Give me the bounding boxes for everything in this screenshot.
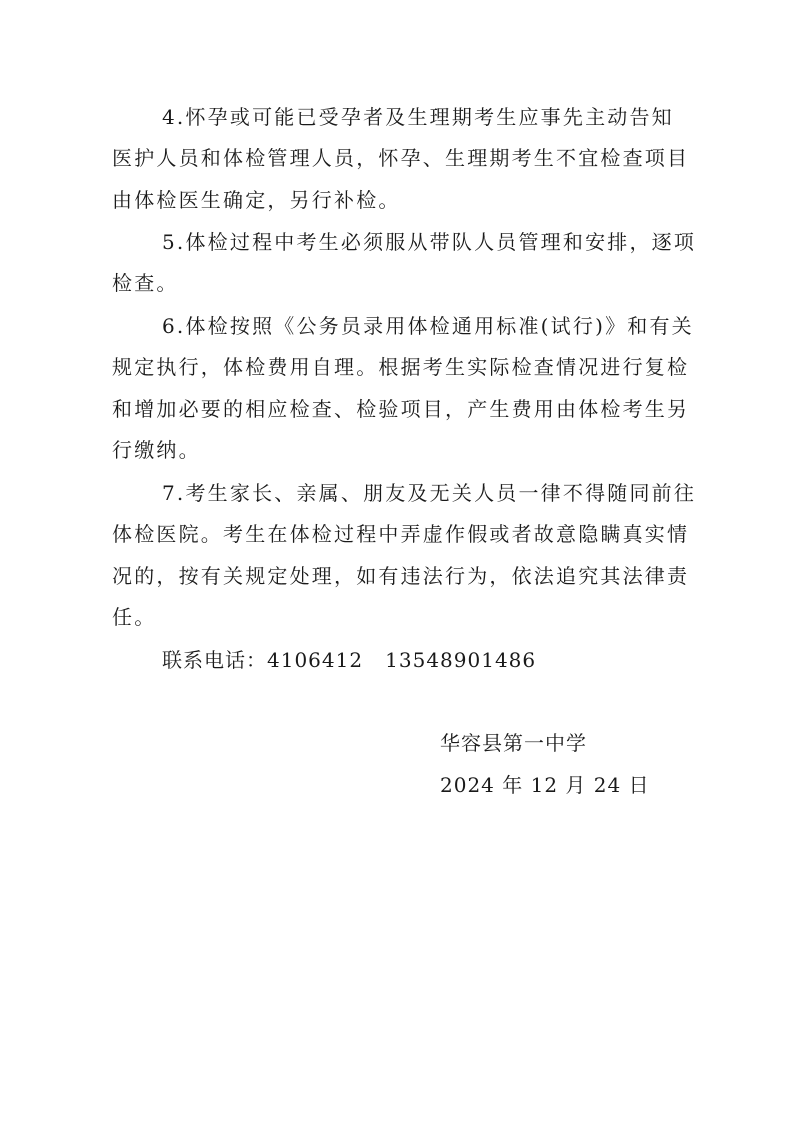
paragraph-4-line-3: 由体检医生确定，另行补检。	[112, 188, 401, 212]
paragraph-7-line-3: 况的，按有关规定处理，如有违法行为，依法追究其法律责	[112, 564, 690, 588]
signature-organization: 华容县第一中学	[440, 731, 587, 755]
signature-date: 2024 年 12 月 24 日	[440, 773, 650, 797]
paragraph-6-line-4: 行缴纳。	[112, 438, 201, 462]
paragraph-7-line-2: 体检医院。考生在体检过程中弄虚作假或者故意隐瞒真实情	[112, 522, 690, 546]
paragraph-5-line-2: 检查。	[112, 271, 179, 295]
contact-phone: 联系电话：4106412 13548901486	[162, 648, 537, 672]
paragraph-4-line-1: 4.怀孕或可能已受孕者及生理期考生应事先主动告知	[162, 105, 674, 129]
paragraph-7-line-4: 任。	[112, 605, 157, 629]
paragraph-6-line-1: 6.体检按照《公务员录用体检通用标准(试行)》和有关	[162, 314, 694, 338]
paragraph-6-line-3: 和增加必要的相应检查、检验项目，产生费用由体检考生另	[112, 397, 690, 421]
paragraph-7-line-1: 7.考生家长、亲属、朋友及无关人员一律不得随同前往	[162, 481, 697, 505]
paragraph-4-line-2: 医护人员和体检管理人员，怀孕、生理期考生不宜检查项目	[112, 146, 690, 170]
paragraph-5-line-1: 5.体检过程中考生必须服从带队人员管理和安排，逐项	[162, 230, 697, 254]
paragraph-6-line-2: 规定执行，体检费用自理。根据考生实际检查情况进行复检	[112, 355, 690, 379]
